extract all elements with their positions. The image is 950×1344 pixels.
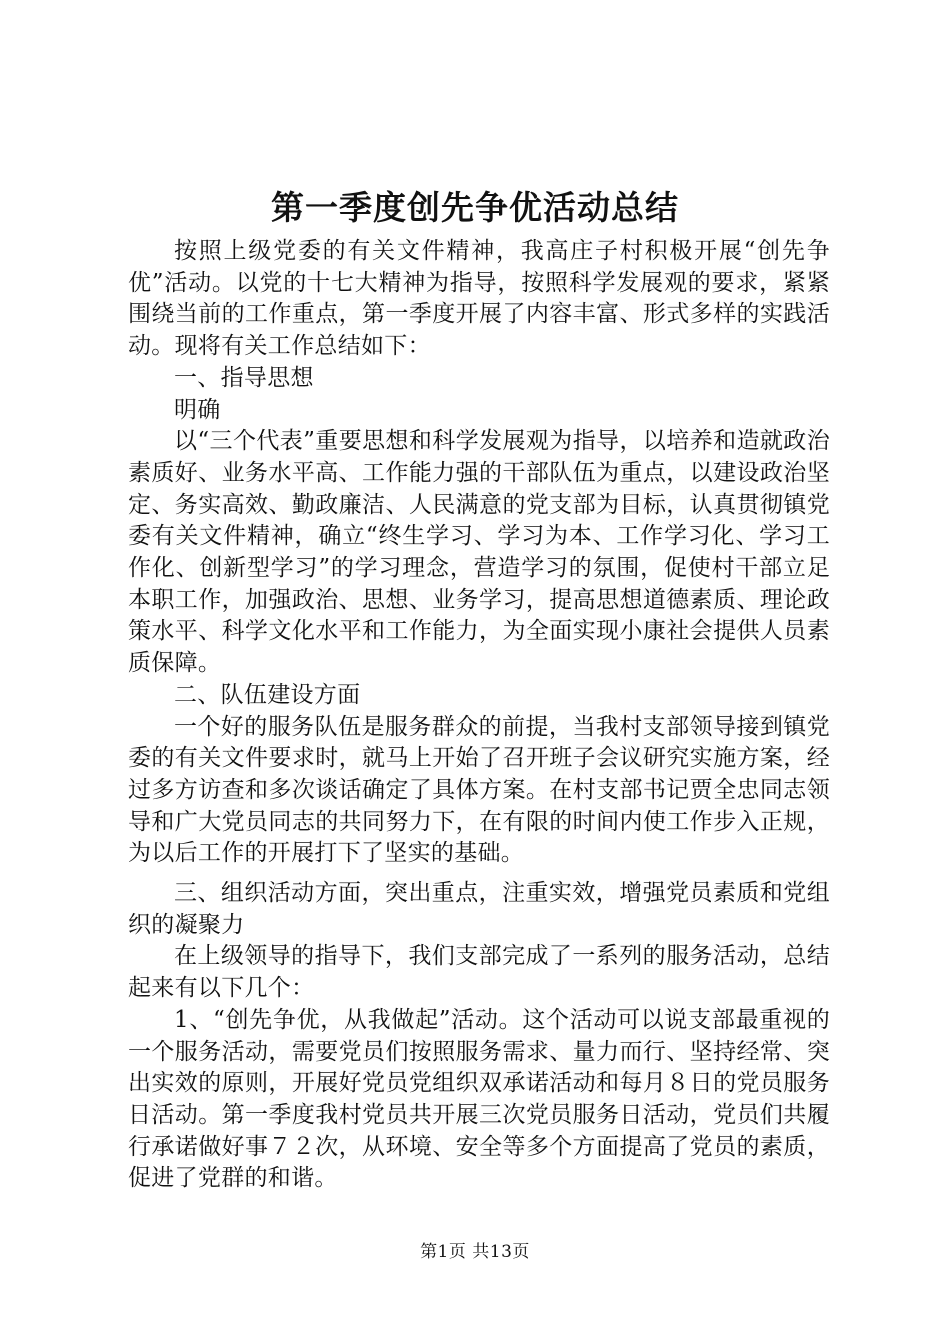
page-footer: 第1页 共13页 [420,1242,530,1262]
section-heading-organization-activities: 三、组织活动方面，突出重点，注重实效，增强党员素质和党组织的凝聚力 [128,880,830,938]
section-heading-guiding-ideology: 一、指导思想 [174,364,314,391]
activities-intro-paragraph: 在上级领导的指导下，我们支部完成了一系列的服务活动，总结起来有以下几个： [128,943,830,1002]
team-building-paragraph: 一个好的服务队伍是服务群众的前提，当我村支部领导接到镇党委的有关文件要求时，就马上开始了召开班子会议研究实施方案，经过多方访查和多次谈话确定了具体方案。在村支部书记贾全忠同志领导和广大党员同志的共同努力下，在有限的时间内使工作步入正规，为以后工作的开展打下了坚实的基础。 [128,713,830,867]
document-body [128,236,830,1195]
guiding-ideology-paragraph: 以“三个代表”重要思想和科学发展观为指导，以培养和造就政治素质好、业务水平高、工作能力强的干部队伍为重点，以建设政治坚定、务实高效、勤政廉洁、人民满意的党支部为目标，认真贯彻镇党委有关文件精神，确立“终生学习、学习为本、工作学习化、学习工作化、创新型学习”的学习理念，营造学习的氛围，促使村干部立足本职工作，加强政治、思想、业务学习，提高思想道德素质、理论政策水平、科学文化水平和工作能力，为全面实现小康社会提供人员素质保障。 [128,428,830,677]
section-heading-team-building: 二、队伍建设方面 [174,681,361,708]
intro-paragraph: 按照上级党委的有关文件精神，我高庄子村积极开展“创先争优”活动。以党的十七大精神为指导，按照科学发展观的要求，紧紧围绕当前的工作重点，第一季度开展了内容丰富、形式多样的实践活动。现将有关工作总结如下： [128,238,830,360]
document-title: 第一季度创先争优活动总结 [271,188,679,227]
paragraph-clarify: 明确 [174,396,221,423]
activity-item-1-paragraph: 1、“创先争优，从我做起”活动。这个活动可以说支部最重视的一个服务活动，需要党员们按照服务需求、量力而行、坚持经常、突出实效的原则，开展好党员党组织双承诺活动和每月８日的党员服务日活动。第一季度我村党员共开展三次党员服务日活动，党员们共履行承诺做好事７２次，从环境、安全等多个方面提高了党员的素质，促进了党群的和谐。 [128,1006,830,1192]
